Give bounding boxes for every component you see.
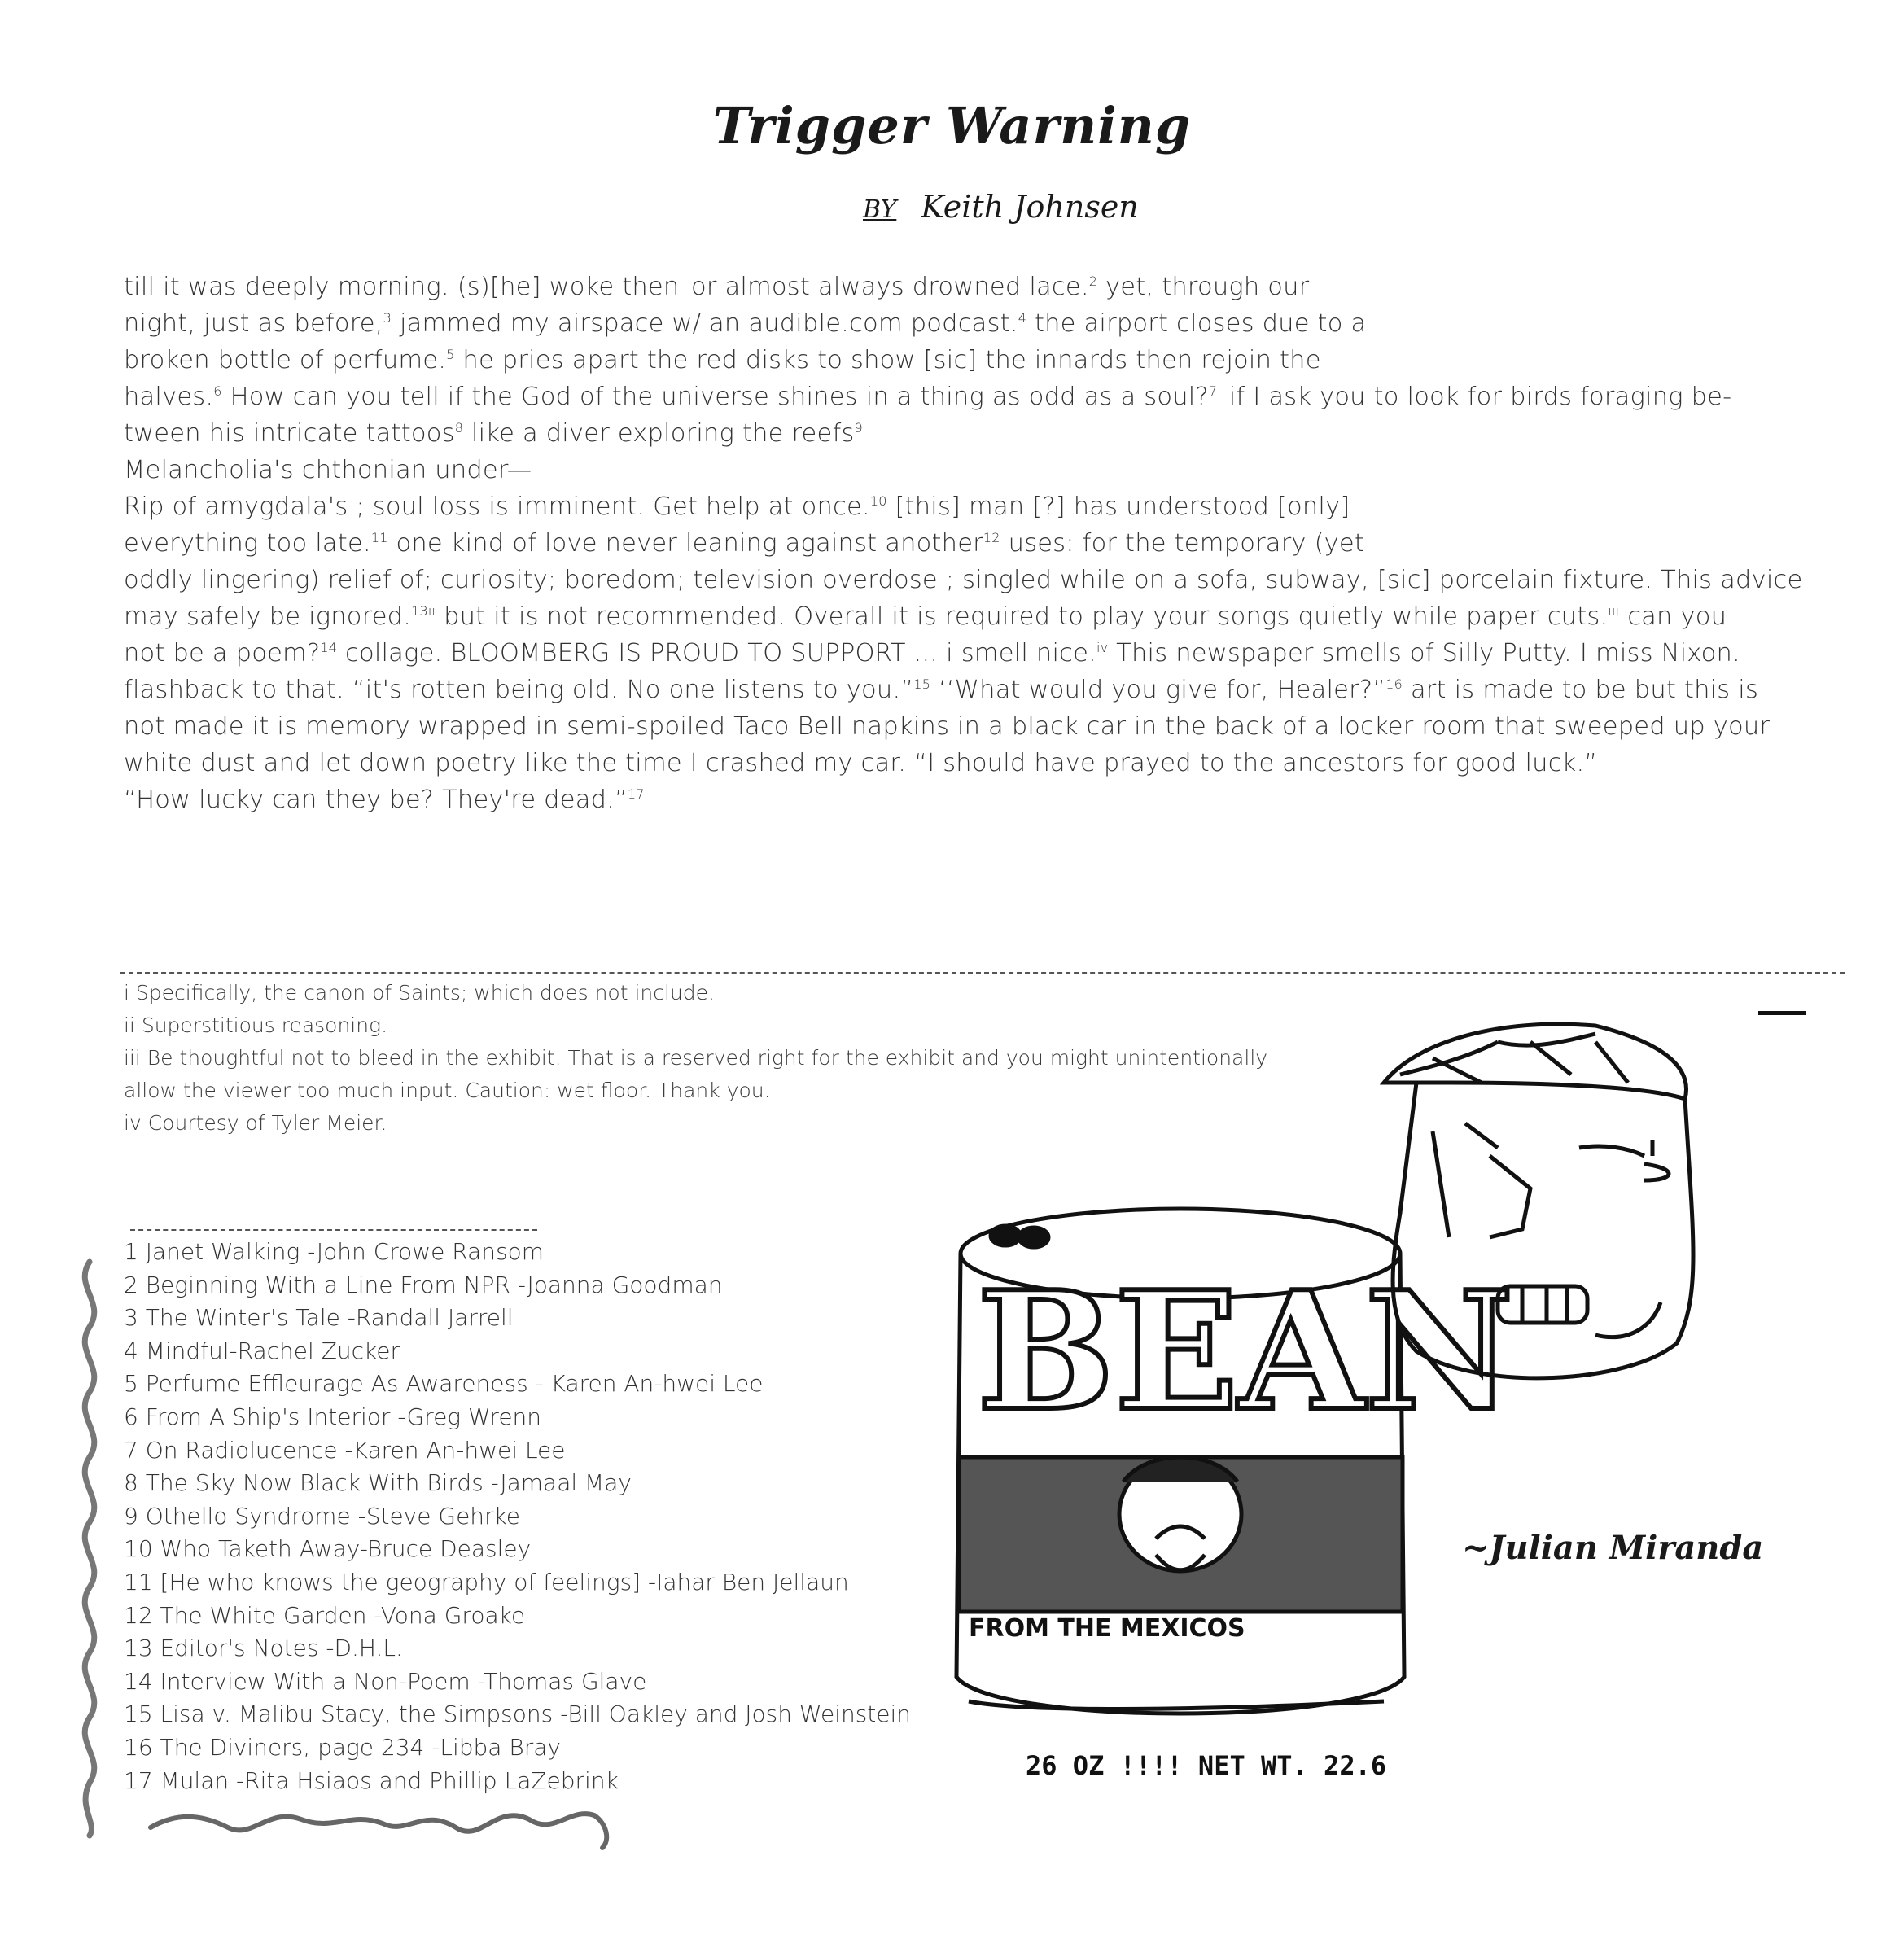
source-list: [124, 1236, 911, 1797]
poem-line: [124, 672, 1849, 708]
source-item: 4 Mindful-Rachel Zucker: [124, 1337, 400, 1364]
horizontal-squiggle-decoration: [147, 1791, 619, 1856]
source-item: 8 The Sky Now Black With Birds -Jamaal May: [124, 1469, 632, 1497]
poem-line: [124, 525, 1849, 562]
source-item: 2 Beginning With a Line From NPR -Joanna Goodman: [124, 1271, 723, 1298]
poem-text: How can you tell if the God of the universe shines in a thing as odd as a soul?: [221, 383, 1209, 411]
footnote-marker: 8: [454, 419, 464, 436]
footnote-marker: 10: [869, 492, 887, 509]
poem-line: [124, 269, 1849, 305]
can-label-text: BEAN: [977, 1256, 1514, 1447]
footnote-marker: 4: [1018, 309, 1027, 326]
source-item: 3 The Winter's Tale -Randall Jarrell: [124, 1304, 514, 1332]
author-name: Keith Johnsen: [921, 189, 1139, 225]
poem-title: Trigger Warning: [712, 96, 1192, 155]
footnote-marker: 2: [1088, 273, 1098, 289]
poem-line: [124, 379, 1849, 415]
roman-footnote-line: allow the viewer too much input. Caution: wet floor. Thank you.: [124, 1079, 771, 1102]
roman-footnote-line: iv Courtesy of Tyler Meier.: [124, 1111, 387, 1135]
poem-text: uses: for the temporary (yet: [1000, 529, 1365, 558]
source-item: 15 Lisa v. Malibu Stacy, the Simpsons -Bill Oakley and Josh Weinstein: [124, 1700, 912, 1728]
footnote-marker: 6: [213, 383, 222, 399]
poem-text: collage. BLOOMBERG IS PROUD TO SUPPORT ... i smell nice.: [337, 639, 1096, 667]
source-item: 14 Interview With a Non-Poem -Thomas Glave: [124, 1667, 647, 1695]
poem-line: [124, 415, 1849, 452]
vertical-squiggle-decoration: [65, 1254, 114, 1840]
footnote-marker: 3: [383, 309, 392, 326]
source-item: 11 [He who knows the geography of feelings] -Iahar Ben Jellaun: [124, 1568, 849, 1595]
poem-text: flashback to that. “it's rotten being old. No one listens to you.”: [124, 676, 914, 704]
poem-text: one kind of love never leaning against another: [387, 529, 983, 558]
poem-line: [124, 745, 1849, 781]
poem-text: Melancholia's chthonian under—: [124, 456, 532, 484]
footnote-marker: 16: [1385, 676, 1403, 692]
footnote-marker: 12: [983, 529, 1000, 545]
poem-text: or almost always drowned lace.: [683, 273, 1089, 301]
poem-text: ‘‘What would you give for, Healer?”: [930, 676, 1386, 704]
footnote-marker: 11: [370, 529, 388, 545]
poem-text: can you: [1619, 602, 1727, 631]
roman-footnote-line: i Specifically, the canon of Saints; which does not include.: [124, 981, 715, 1005]
footnote-marker: 17: [628, 786, 645, 802]
poem-line: [124, 305, 1849, 342]
poem-body: [124, 269, 1849, 818]
footnote-marker: 7i: [1208, 383, 1221, 399]
footnote-divider: [120, 970, 1845, 974]
poem-line: [124, 452, 1849, 488]
poem-text: oddly lingering) relief of; curiosity; boredom; television overdose ; singled while on a sofa, subway, [sic] porcelain fixture. This advice: [124, 566, 1803, 594]
bean-can-illustration: [928, 993, 1807, 1807]
illustration-credit: ~Julian Miranda: [1462, 1529, 1764, 1567]
poem-line: [124, 635, 1849, 672]
source-item: 17 Mulan -Rita Hsiaos and Phillip LaZebrink: [124, 1766, 619, 1794]
poem-line: [124, 342, 1849, 379]
poem-text: jammed my airspace w/ an audible.com podcast.: [392, 309, 1018, 338]
poem-text: but it is not recommended. Overall it is required to play your songs quietly while paper cuts.: [436, 602, 1609, 631]
poem-text: This newspaper smells of Silly Putty. I miss Nixon.: [1108, 639, 1740, 667]
poem-line: [124, 781, 1849, 818]
poem-text: not be a poem?: [124, 639, 321, 667]
poem-text: white dust and let down poetry like the time I crashed my car. “I should have prayed to the ancestors for good luck.”: [124, 749, 1598, 777]
poem-text: yet, through our: [1097, 273, 1310, 301]
poem-text: if I ask you to look for birds foraging be-: [1220, 383, 1732, 411]
poem-text: everything too late.: [124, 529, 371, 558]
poem-line: [124, 598, 1849, 635]
roman-footnote-line: ii Superstitious reasoning.: [124, 1013, 388, 1037]
poem-text: not made it is memory wrapped in semi-spoiled Taco Bell napkins in a black car in the back of a locker room that sweeped up your: [124, 712, 1771, 741]
source-item: 9 Othello Syndrome -Steve Gehrke: [124, 1502, 520, 1530]
footnote-marker: iv: [1096, 639, 1109, 655]
poem-text: halves.: [124, 383, 214, 411]
roman-footnote-line: iii Be thoughtful not to bleed in the exhibit. That is a reserved right for the exhibit and you might unintentionally: [124, 1046, 1268, 1070]
byline-by: BY: [863, 195, 897, 224]
footnote-marker: 9: [854, 419, 863, 436]
can-subtext: FROM THE MEXICOS: [969, 1614, 1245, 1643]
footnote-marker: i: [679, 273, 684, 289]
footnote-marker: 15: [913, 676, 931, 692]
poem-line: [124, 562, 1849, 598]
poem-text: the airport closes due to a: [1026, 309, 1367, 338]
source-item: 7 On Radiolucence -Karen An-hwei Lee: [124, 1436, 566, 1464]
footnote-marker: iii: [1608, 602, 1620, 619]
poem-text: night, just as before,: [124, 309, 383, 338]
source-item: 16 The Diviners, page 234 -Libba Bray: [124, 1733, 561, 1761]
source-item: 12 The White Garden -Vona Groake: [124, 1601, 526, 1629]
poem-line: [124, 708, 1849, 745]
footnote-marker: 14: [320, 639, 338, 655]
source-item: 5 Perfume Effleurage As Awareness - Karen An-hwei Lee: [124, 1370, 764, 1398]
source-item: 1 Janet Walking -John Crowe Ransom: [124, 1238, 545, 1265]
poem-text: Rip of amygdala's ; soul loss is imminent. Get help at once.: [124, 492, 870, 521]
byline: [863, 189, 1139, 225]
footnote-marker: 13ii: [411, 602, 436, 619]
source-item: 13 Editor's Notes -D.H.L.: [124, 1635, 403, 1662]
poem-text: like a diver exploring the reefs: [463, 419, 855, 448]
poem-text: [this] man [?] has understood [only]: [886, 492, 1350, 521]
poem-text: he pries apart the red disks to show [sic] the innards then rejoin the: [454, 346, 1321, 374]
poem-text: may safely be ignored.: [124, 602, 412, 631]
poem-text: till it was deeply morning. (s)[he] woke then: [124, 273, 680, 301]
poem-line: [124, 488, 1849, 525]
poem-text: “How lucky can they be? They're dead.”: [124, 786, 628, 814]
footnote-marker: 5: [446, 346, 455, 362]
poem-text: art is made to be but this is: [1402, 676, 1759, 704]
can-bottom-text: 26 OZ !!!! NET WT. 22.6: [1026, 1750, 1387, 1781]
source-item: 10 Who Taketh Away-Bruce Deasley: [124, 1535, 532, 1563]
source-item: 6 From A Ship's Interior -Greg Wrenn: [124, 1403, 542, 1430]
poem-text: broken bottle of perfume.: [124, 346, 447, 374]
poem-text: tween his intricate tattoos: [124, 419, 455, 448]
sources-divider: [130, 1228, 537, 1231]
